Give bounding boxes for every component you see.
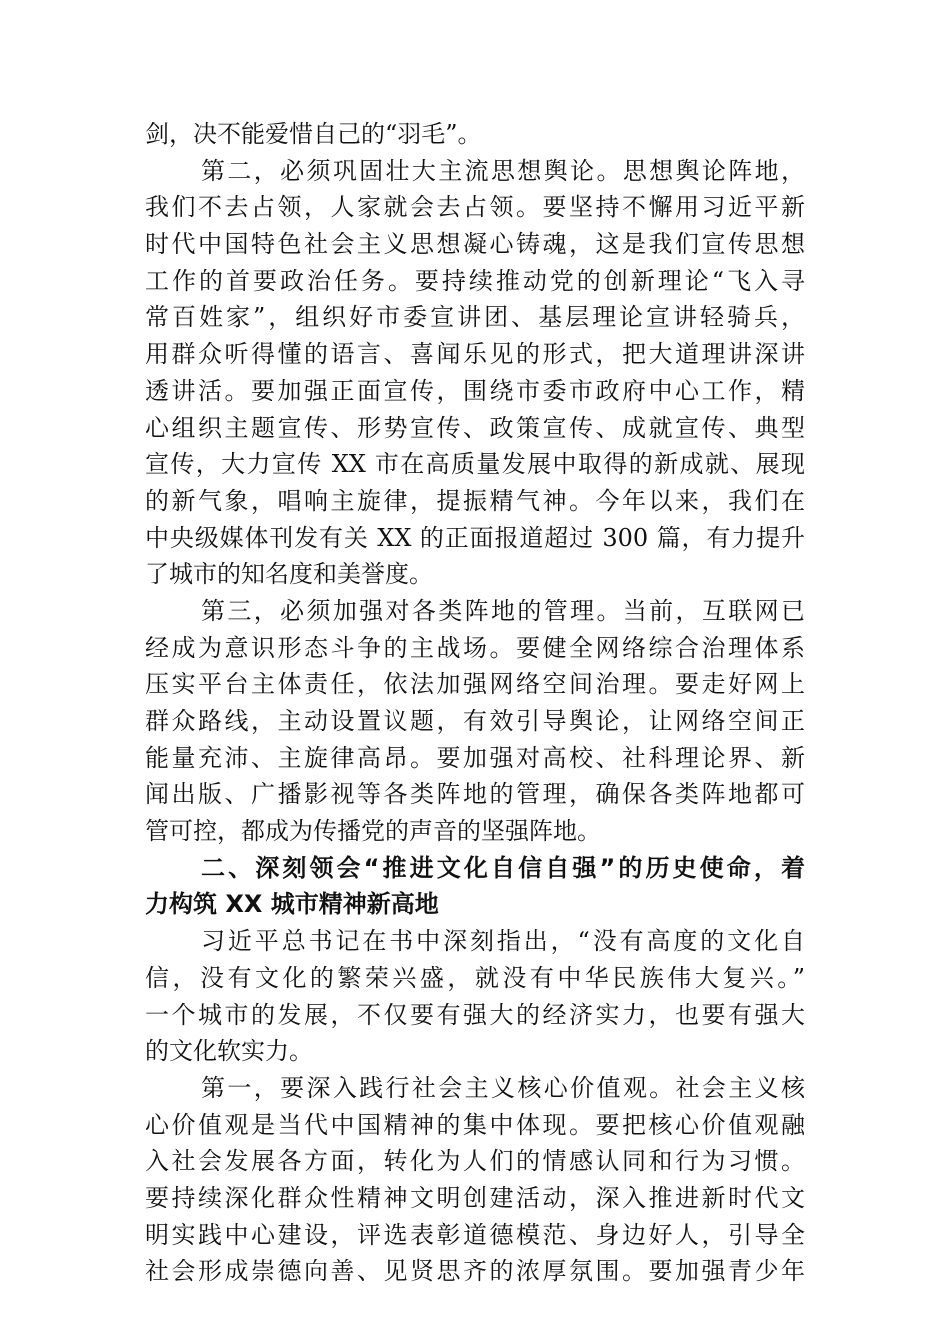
text-line: 宣传，大力宣传 XX 市在高质量发展中取得的新成就、展现 [145, 450, 805, 479]
text-line: 习近平总书记在书中深刻指出，“没有高度的文化自 [201, 927, 805, 956]
document-body [145, 116, 805, 1290]
text-line: 心价值观是当代中国精神的集中体现。要把核心价值观融 [145, 1110, 805, 1139]
text-line: 压实平台主体责任，依法加强网络空间治理。要走好网上 [145, 670, 805, 699]
text-line: 第三，必须加强对各类阵地的管理。当前，互联网已 [201, 596, 805, 625]
text-line: 常百姓家”，组织好市委宣讲团、基层理论宣讲轻骑兵， [145, 303, 805, 332]
text-line: 明实践中心建设，评选表彰道德模范、身边好人，引导全 [145, 1220, 805, 1249]
text-line: 心组织主题宣传、形势宣传、政策宣传、成就宣传、典型 [145, 413, 805, 442]
text-line: 透讲活。要加强正面宣传，围绕市委市政府中心工作，精 [145, 376, 805, 405]
text-line: 闻出版、广播影视等各类阵地的管理，确保各类阵地都可 [145, 780, 805, 809]
text-line: 的新气象，唱响主旋律，提振精气神。今年以来，我们在 [145, 486, 805, 515]
text-line: 了城市的知名度和美誉度。 [145, 560, 433, 589]
text-line: 经成为意识形态斗争的主战场。要健全网络综合治理体系 [145, 633, 805, 662]
paragraph-first-point [145, 1070, 805, 1290]
text-line: 工作的首要政治任务。要持续推动党的创新理论“飞入寻 [145, 266, 805, 295]
paragraph-quote [145, 923, 805, 1070]
text-line: 第一，要深入践行社会主义核心价值观。社会主义核 [201, 1073, 805, 1102]
text-line: 用群众听得懂的语言、喜闻乐见的形式，把大道理讲深讲 [145, 340, 805, 369]
text-line: 我们不去占领，人家就会去占领。要坚持不懈用习近平新 [145, 193, 805, 222]
text-line: 剑，决不能爱惜自己的“羽毛”。 [145, 120, 482, 148]
text-line: 的文化软实力。 [145, 1037, 313, 1066]
text-line: 要持续深化群众性精神文明创建活动，深入推进新时代文 [145, 1183, 805, 1212]
text-line: 信，没有文化的繁荣兴盛，就没有中华民族伟大复兴。” [145, 963, 805, 992]
text-line: 管可控，都成为传播党的声音的坚强阵地。 [145, 817, 601, 846]
paragraph-continuation [145, 116, 805, 153]
text-line: 社会形成崇德向善、见贤思齐的浓厚氛围。要加强青少年 [145, 1257, 805, 1286]
text-line: 第二，必须巩固壮大主流思想舆论。思想舆论阵地， [201, 156, 805, 185]
section-heading [145, 850, 805, 923]
heading-line: 力构筑 XX 城市精神新高地 [145, 890, 439, 919]
text-line: 中央级媒体刊发有关 XX 的正面报道超过 300 篇，有力提升 [145, 523, 805, 552]
text-line: 能量充沛、主旋律高昂。要加强对高校、社科理论界、新 [145, 743, 805, 772]
text-line: 时代中国特色社会主义思想凝心铸魂，这是我们宣传思想 [145, 230, 805, 259]
text-line: 一个城市的发展，不仅要有强大的经济实力，也要有强大 [145, 1000, 805, 1029]
heading-line: 二、深刻领会“推进文化自信自强”的历史使命，着 [201, 853, 805, 882]
paragraph-second-point [145, 153, 805, 593]
text-line: 入社会发展各方面，转化为人们的情感认同和行为习惯。 [145, 1147, 805, 1176]
paragraph-third-point [145, 593, 805, 850]
text-line: 群众路线，主动设置议题，有效引导舆论，让网络空间正 [145, 707, 805, 735]
